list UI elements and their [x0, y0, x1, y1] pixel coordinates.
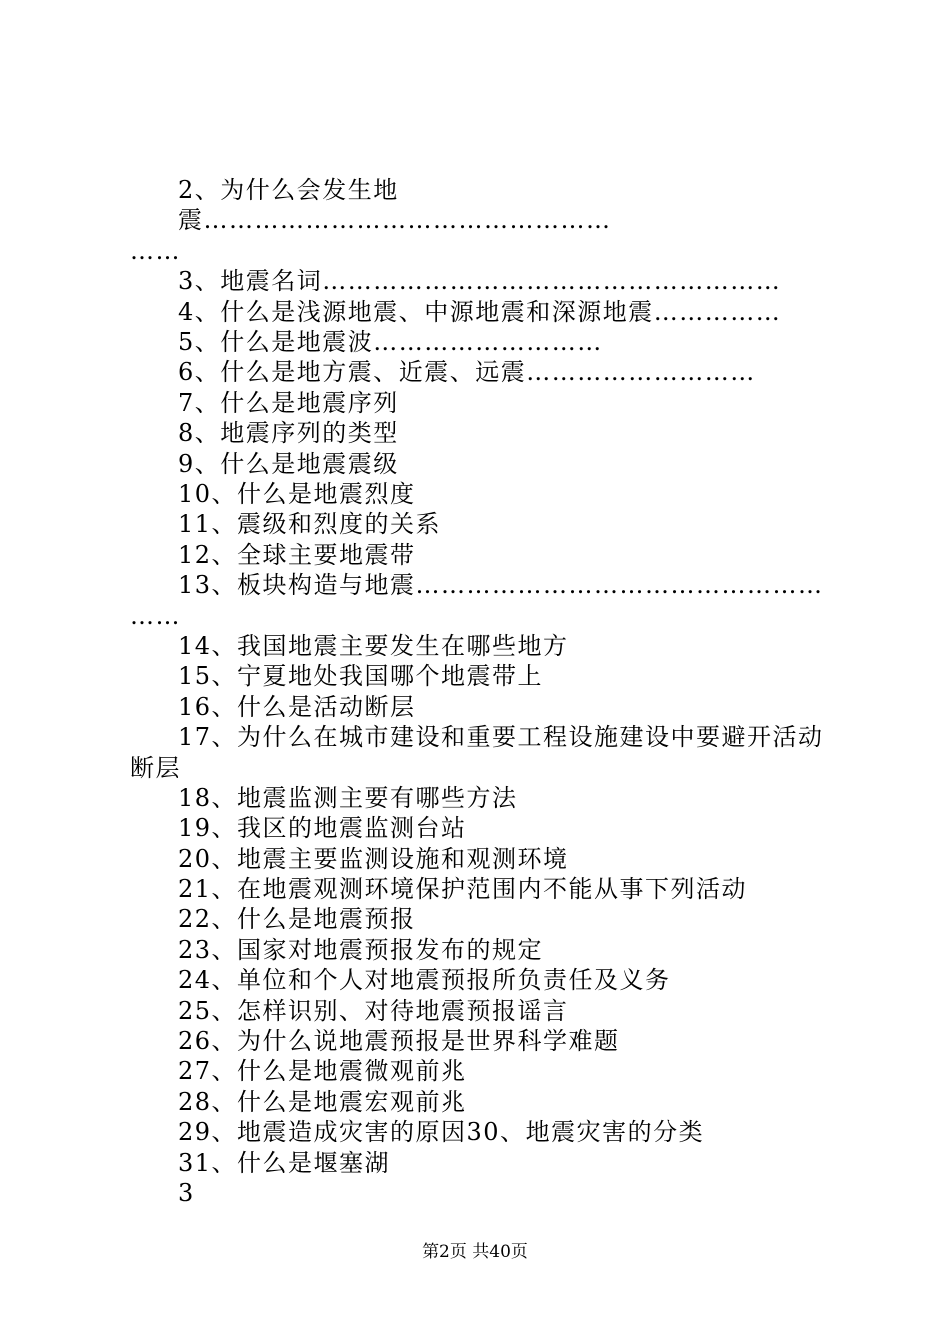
toc-entry-text: 2、为什么会发生地震…………………………………………	[178, 176, 612, 235]
toc-entry: 27、什么是地震微观前兆	[178, 1057, 467, 1086]
toc-entry-text: 17、为什么在城市建设和重要工程设施建设中要避开活动	[178, 723, 824, 752]
toc-entry: 23、国家对地震预报发布的规定	[178, 935, 544, 964]
toc-entry-text: 13、板块构造与地震…………………………………………	[178, 571, 824, 600]
toc-entry: 11、震级和烈度的关系	[178, 510, 442, 539]
toc-entry: 12、全球主要地震带	[178, 540, 416, 569]
toc-entry-continuation: ……	[130, 601, 181, 630]
toc-entry: 24、单位和个人对地震预报所负责任及义务	[178, 966, 671, 995]
toc-entry: 22、什么是地震预报	[178, 905, 416, 934]
toc-entry: 9、什么是地震震级	[178, 449, 399, 478]
toc-entry: 3、地震名词………………………………………………	[178, 267, 782, 296]
toc-entry: 3	[178, 1179, 195, 1207]
toc-entry-continuation: 断层	[130, 753, 181, 782]
toc-entry: 4、什么是浅源地震、中源地震和深源地震……………	[178, 297, 782, 326]
toc-entry: 26、为什么说地震预报是世界科学难题	[178, 1027, 620, 1056]
toc-entry: 25、怎样识别、对待地震预报谣言	[178, 996, 569, 1025]
toc-entry: 15、宁夏地处我国哪个地震带上	[178, 662, 544, 691]
toc-entry: 19、我区的地震监测台站	[178, 814, 467, 843]
toc-entry	[130, 175, 830, 266]
toc-entry: 14、我国地震主要发生在哪些地方	[178, 631, 569, 660]
toc-entry: 28、什么是地震宏观前兆	[178, 1087, 467, 1116]
toc-entry: 31、什么是堰塞湖	[178, 1148, 391, 1177]
toc-entry-continuation: ……	[130, 236, 181, 265]
toc-entry	[130, 570, 830, 631]
toc-entry: 7、什么是地震序列	[178, 388, 399, 417]
toc-entry: 29、地震造成灾害的原因30、地震灾害的分类	[178, 1118, 705, 1147]
toc-entry: 6、什么是地方震、近震、远震………………………	[178, 358, 756, 387]
toc-entry: 16、什么是活动断层	[178, 692, 416, 721]
table-of-contents	[0, 175, 950, 1208]
toc-entry: 21、在地震观测环境保护范围内不能从事下列活动	[178, 875, 748, 904]
toc-entry: 8、地震序列的类型	[178, 419, 399, 448]
toc-entry	[130, 722, 830, 783]
toc-entry: 10、什么是地震烈度	[178, 479, 416, 508]
toc-entry: 20、地震主要监测设施和观测环境	[178, 844, 569, 873]
toc-entry: 18、地震监测主要有哪些方法	[178, 783, 518, 812]
toc-entry: 5、什么是地震波………………………	[178, 328, 603, 356]
page-footer: 第2页 共40页	[422, 1242, 528, 1262]
